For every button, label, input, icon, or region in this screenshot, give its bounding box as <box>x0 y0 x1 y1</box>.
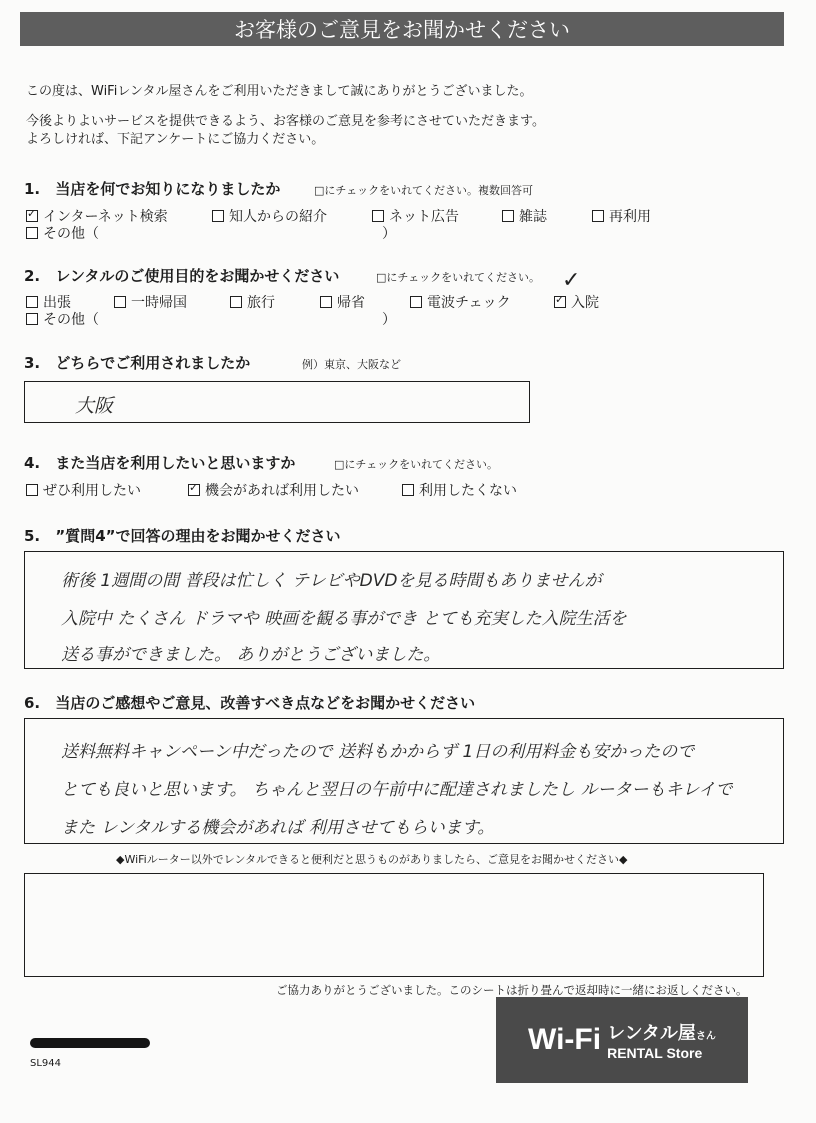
q4-note: □にチェックをいれてください。 <box>334 458 499 471</box>
checkbox[interactable] <box>230 296 242 308</box>
q6-answer-box[interactable] <box>24 718 784 844</box>
survey-header <box>20 12 784 46</box>
survey-title: お客様のご意見をお聞かせください <box>234 18 570 42</box>
checkbox[interactable] <box>26 227 38 239</box>
checkbox[interactable] <box>114 296 126 308</box>
q3-number: 3. <box>24 354 41 372</box>
checkbox[interactable] <box>26 210 38 222</box>
q2-heading <box>24 265 339 286</box>
q6-heading <box>24 692 475 713</box>
q2-other-close-paren: ） <box>382 312 396 328</box>
q5-answer-line: 術後 1週間の間 普段は忙しく テレビやDVDを見る時間もありませんが <box>61 571 602 591</box>
q5-title: ”質問4”で回答の理由をお聞かせください <box>55 527 341 545</box>
option-label: 電波チェック <box>427 295 511 311</box>
option-label: その他（ <box>43 312 99 328</box>
q3-answer-handwritten: 大阪 <box>75 395 114 417</box>
q2-option-other[interactable] <box>26 309 99 329</box>
option-label: 旅行 <box>247 295 275 311</box>
sheet-code: SL944 <box>30 1058 62 1069</box>
intro-line-3: よろしければ、下記アンケートにご協力ください。 <box>26 132 325 147</box>
q5-answer-box[interactable] <box>24 551 784 669</box>
q6-answer-line: また レンタルする機会があれば 利用させてもらいます。 <box>61 818 495 838</box>
checkbox[interactable] <box>26 296 38 308</box>
q1-note: □にチェックをいれてください。複数回答可 <box>314 184 534 197</box>
option-label: 帰省 <box>337 295 365 311</box>
q2-number: 2. <box>24 267 41 285</box>
q4-option-if-chance[interactable] <box>188 480 359 500</box>
q2-option-temporary-return[interactable] <box>114 292 187 312</box>
q3-answer-box[interactable] <box>24 381 530 423</box>
footer-thanks: ご協力ありがとうございました。このシートは折り畳んで返却時に一緒にお返しください。 <box>276 983 748 997</box>
q1-option-magazine[interactable] <box>502 206 547 226</box>
q5-number: 5. <box>24 527 41 545</box>
checkbox[interactable] <box>26 313 38 325</box>
extra-prompt: ◆WiFiルーター以外でレンタルできると便利だと思うものがありましたら、ご意見をお聞かせください◆ <box>116 853 628 866</box>
option-label: 一時帰国 <box>131 295 187 311</box>
q3-heading <box>24 352 250 373</box>
q4-option-definitely[interactable] <box>26 480 141 500</box>
q1-option-other[interactable] <box>26 223 99 243</box>
logo-wifi-text: Wi-Fi <box>528 1023 602 1056</box>
checkbox[interactable] <box>212 210 224 222</box>
option-label: 入院 <box>571 295 599 311</box>
intro-line-2: 今後よりよいサービスを提供できるよう、お客様のご意見を参考にさせていただきます。 <box>26 114 545 129</box>
q5-heading <box>24 525 341 546</box>
checkbox[interactable] <box>372 210 384 222</box>
q4-title: また当店を利用したいと思いますか <box>55 454 296 472</box>
q3-title: どちらでご利用されましたか <box>55 354 251 372</box>
intro-line-1: この度は、WiFiレンタル屋さんをご利用いただきまして誠にありがとうございました。 <box>26 84 533 99</box>
q6-answer-line: 送料無料キャンペーン中だったので 送料もかからず 1日の利用料金も安かったので <box>61 742 695 762</box>
checkbox[interactable] <box>592 210 604 222</box>
q5-answer-line: 入院中 たくさん ドラマや 映画を観る事ができ とても充実した入院生活を <box>61 609 627 629</box>
option-label: 再利用 <box>609 209 651 225</box>
option-label: ぜひ利用したい <box>43 483 141 499</box>
option-label: 知人からの紹介 <box>229 209 327 225</box>
q1-title: 当店を何でお知りになりましたか <box>55 180 281 198</box>
q1-number: 1. <box>24 180 41 198</box>
option-label: ネット広告 <box>389 209 459 225</box>
checkbox[interactable] <box>554 296 566 308</box>
checkbox[interactable] <box>402 484 414 496</box>
q1-option-repeat[interactable] <box>592 206 651 226</box>
q4-number: 4. <box>24 454 41 472</box>
checkbox[interactable] <box>502 210 514 222</box>
q2-note: □にチェックをいれてください。 <box>376 271 541 284</box>
q2-title: レンタルのご使用目的をお聞かせください <box>55 267 340 285</box>
q5-answer-line: 送る事ができました。 ありがとうございました。 <box>61 645 441 665</box>
wifi-rental-store-logo <box>496 997 748 1083</box>
handwritten-check-mark: ✓ <box>562 268 581 293</box>
q1-heading <box>24 178 280 199</box>
q2-option-signal-check[interactable] <box>410 292 511 312</box>
q1-option-referral[interactable] <box>212 206 327 226</box>
q4-heading <box>24 452 295 473</box>
option-label: 雑誌 <box>519 209 547 225</box>
q6-number: 6. <box>24 694 41 712</box>
option-label: 利用したくない <box>419 483 517 499</box>
logo-san-text: さん <box>695 1031 716 1042</box>
checkbox[interactable] <box>410 296 422 308</box>
q3-note: 例）東京、大阪など <box>302 358 401 371</box>
q2-option-travel[interactable] <box>230 292 275 312</box>
option-label: 出張 <box>43 295 71 311</box>
checkbox[interactable] <box>188 484 200 496</box>
q6-title: 当店のご感想やご意見、改善すべき点などをお聞かせください <box>55 694 476 712</box>
q2-option-homecoming[interactable] <box>320 292 365 312</box>
q2-option-hospitalization[interactable] <box>554 292 599 312</box>
option-label: インターネット検索 <box>43 209 168 225</box>
logo-jp-text: レンタル屋 <box>607 1023 696 1044</box>
option-label: その他（ <box>43 226 99 242</box>
checkbox[interactable] <box>320 296 332 308</box>
q1-other-close-paren: ） <box>382 226 396 242</box>
logo-en-text: RENTAL Store <box>607 1045 703 1061</box>
extra-answer-box[interactable] <box>24 873 764 977</box>
option-label: 機会があれば利用したい <box>205 483 359 499</box>
redacted-order-number <box>30 1038 150 1048</box>
checkbox[interactable] <box>26 484 38 496</box>
q6-answer-line: とても良いと思います。 ちゃんと翌日の午前中に配達されましたし ルーターもキレイで <box>61 780 733 800</box>
q4-option-no[interactable] <box>402 480 517 500</box>
